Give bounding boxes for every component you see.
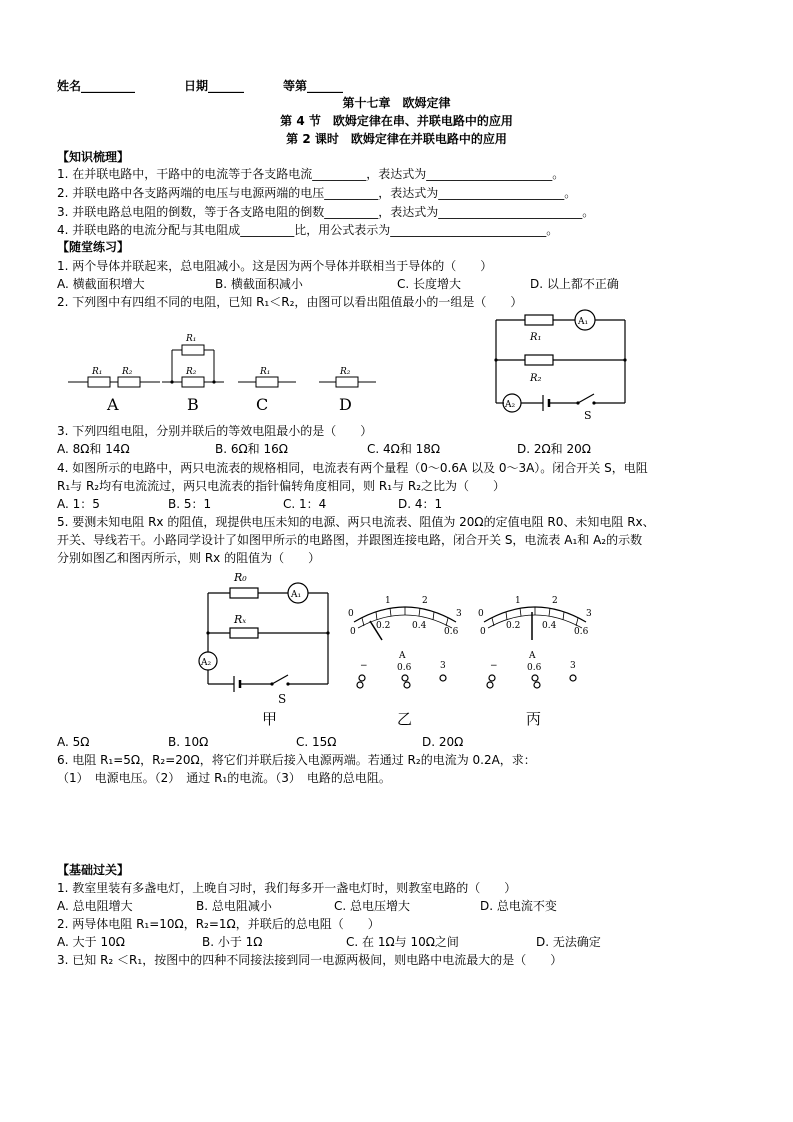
knowledge-item: 4. 并联电路的电流分配与其电阻成_________比，用公式表示为__________________________。 xyxy=(57,223,559,237)
scale-0-2: 0.2 xyxy=(376,621,391,631)
section-title: 第 4 节 欧姆定律在串、并联电路中的应用 xyxy=(280,114,513,128)
knowledge-heading: 【知识梳理】 xyxy=(57,150,130,164)
ammeter-a2-icon: A₂ xyxy=(201,658,212,668)
label-r2: R₂ xyxy=(122,367,133,377)
practice-q4-option-b[interactable]: B. 5：1 xyxy=(168,497,212,511)
practice-q5-option-c[interactable]: C. 15Ω xyxy=(296,735,337,749)
basic-q1-option-a[interactable]: A. 总电阻增大 xyxy=(57,899,133,913)
group-label-b: B xyxy=(187,395,199,414)
scale-2: 2 xyxy=(552,596,558,606)
ammeter-bing-figure xyxy=(470,588,600,693)
label-r0: R₀ xyxy=(234,571,247,584)
basic-q1-option-c[interactable]: C. 总电压增大 xyxy=(334,899,411,913)
ammeter-yi-figure xyxy=(340,588,470,693)
label-r1: R₁ xyxy=(186,334,197,344)
label-switch: S xyxy=(278,692,287,706)
basic-heading: 【基础过关】 xyxy=(57,863,130,877)
basic-q1-option-b[interactable]: B. 总电阻减小 xyxy=(196,899,272,913)
practice-q3-option-a[interactable]: A. 8Ω和 14Ω xyxy=(57,442,130,456)
practice-q5: 开关、导线若干。小路同学设计了如图甲所示的电路图，并跟图连接电路，闭合开关 S，电流表 A₁和 A₂的示数 xyxy=(57,533,643,547)
knowledge-item: 2. 并联电路中各支路两端的电压与电源两端的电压_________，表达式为_____________________。 xyxy=(57,186,577,200)
scale-2: 2 xyxy=(422,596,428,606)
scale-0: 0 xyxy=(348,609,354,619)
terminal-3: 3 xyxy=(570,661,576,671)
scale-0-2: 0.2 xyxy=(506,621,521,631)
unit-a: A xyxy=(529,651,536,661)
ammeter-a1-icon: A₁ xyxy=(291,590,302,600)
practice-q1-option-a[interactable]: A. 横截面积增大 xyxy=(57,277,145,291)
practice-q6-subquestions: （1） 电源电压。（2） 通过 R₁的电流。（3） 电路的总电阻。 xyxy=(57,771,391,785)
unit-a: A xyxy=(399,651,406,661)
practice-q5: 5. 要测未知电阻 Rx 的阻值，现提供电压未知的电源、两只电流表、阻值为 20Ω的定值电阻 R0、未知电阻 Rx、 xyxy=(57,515,655,529)
basic-q1-option-d[interactable]: D. 总电流不变 xyxy=(480,899,557,913)
scale-0: 0 xyxy=(350,627,356,637)
label-r2: R₂ xyxy=(340,367,351,377)
scale-1: 1 xyxy=(515,596,521,606)
knowledge-item: 3. 并联电路总电阻的倒数，等于各支路电阻的倒数_________，表达式为________________________。 xyxy=(57,205,595,219)
group-label-c: C xyxy=(256,395,269,414)
terminal-minus: − xyxy=(490,661,498,671)
group-label-a: A xyxy=(107,395,119,414)
practice-q5-option-b[interactable]: B. 10Ω xyxy=(168,735,209,749)
practice-q4: 4. 如图所示的电路中，两只电流表的规格相同，电流表有两个量程（0～0.6A 以及 0～3A）。闭合开关 S，电阻 xyxy=(57,461,648,475)
basic-q2-option-d[interactable]: D. 无法确定 xyxy=(536,935,601,949)
scale-0-4: 0.4 xyxy=(412,621,427,631)
scale-3: 3 xyxy=(456,609,462,619)
basic-q2-option-b[interactable]: B. 小于 1Ω xyxy=(202,935,263,949)
basic-q1: 1. 教室里装有多盏电灯，上晚自习时，我们每多开一盏电灯时，则教室电路的（ ） xyxy=(57,881,517,895)
practice-q4: R₁与 R₂均有电流流过，两只电流表的指针偏转角度相同，则 R₁与 R₂之比为（ ） xyxy=(57,479,506,493)
scale-0: 0 xyxy=(480,627,486,637)
ammeter-a1-icon: A₁ xyxy=(578,317,589,327)
chapter-title: 第十七章 欧姆定律 xyxy=(342,96,451,110)
scale-3: 3 xyxy=(586,609,592,619)
resistor-groups-figure xyxy=(66,322,386,417)
practice-q3-option-c[interactable]: C. 4Ω和 18Ω xyxy=(367,442,441,456)
name-field[interactable]: 姓名_________ xyxy=(57,79,136,93)
q4-circuit-figure xyxy=(488,308,633,423)
group-label-d: D xyxy=(339,395,352,414)
figure-label-jia: 甲 xyxy=(262,710,278,728)
practice-q4-option-d[interactable]: D. 4：1 xyxy=(398,497,443,511)
practice-q4-option-c[interactable]: C. 1：4 xyxy=(283,497,327,511)
lesson-title: 第 2 课时 欧姆定律在并联电路中的应用 xyxy=(286,132,507,146)
practice-q3: 3. 下列四组电阻，分别并联后的等效电阻最小的是（ ） xyxy=(57,424,373,438)
practice-q1: 1. 两个导体并联起来，总电阻减小。这是因为两个导体并联相当于导体的（ ） xyxy=(57,259,493,273)
practice-q5: 分别如图乙和图丙所示，则 Rx 的阻值为（ ） xyxy=(57,551,321,565)
practice-q2: 2. 下列图中有四组不同的电阻，已知 R₁＜R₂，由图可以看出阻值最小的一组是（ ） xyxy=(57,295,523,309)
terminal-0-6: 0.6 xyxy=(527,663,542,673)
q5-circuit-figure xyxy=(194,567,334,707)
basic-q3: 3. 已知 R₂ ＜R₁，按图中的四种不同接法接到同一电源两极间，则电路中电流最大的是（ ） xyxy=(57,953,563,967)
label-r2: R₂ xyxy=(186,367,197,377)
scale-0-6: 0.6 xyxy=(574,627,589,637)
practice-q3-option-b[interactable]: B. 6Ω和 16Ω xyxy=(215,442,288,456)
label-switch: S xyxy=(584,409,592,422)
basic-q2-option-c[interactable]: C. 在 1Ω与 10Ω之间 xyxy=(346,935,459,949)
label-rx: Rₓ xyxy=(234,613,247,626)
label-r1: R₁ xyxy=(92,367,103,377)
figure-label-yi: 乙 xyxy=(397,710,413,728)
scale-1: 1 xyxy=(385,596,391,606)
scale-0-6: 0.6 xyxy=(444,627,459,637)
practice-q5-option-a[interactable]: A. 5Ω xyxy=(57,735,90,749)
practice-q1-option-d[interactable]: D. 以上都不正确 xyxy=(530,277,619,291)
practice-q1-option-b[interactable]: B. 横截面积减小 xyxy=(215,277,303,291)
practice-q4-option-a[interactable]: A. 1：5 xyxy=(57,497,100,511)
practice-q1-option-c[interactable]: C. 长度增大 xyxy=(397,277,462,291)
scale-0-4: 0.4 xyxy=(542,621,557,631)
knowledge-item: 1. 在并联电路中，干路中的电流等于各支路电流_________，表达式为_____________________。 xyxy=(57,167,565,181)
label-r1: R₁ xyxy=(530,332,542,343)
practice-q6: 6. 电阻 R₁=5Ω，R₂=20Ω，将它们并联后接入电源两端。若通过 R₂的电流为 0.2A，求： xyxy=(57,753,536,767)
terminal-0-6: 0.6 xyxy=(397,663,412,673)
label-r2: R₂ xyxy=(530,373,542,384)
terminal-minus: − xyxy=(360,661,368,671)
ammeter-a2-icon: A₂ xyxy=(505,400,516,410)
terminal-3: 3 xyxy=(440,661,446,671)
date-field[interactable]: 日期______ xyxy=(184,79,245,93)
basic-q2-option-a[interactable]: A. 大于 10Ω xyxy=(57,935,125,949)
practice-q5-option-d[interactable]: D. 20Ω xyxy=(422,735,464,749)
grade-field[interactable]: 等第______ xyxy=(283,79,344,93)
practice-heading: 【随堂练习】 xyxy=(57,240,130,254)
figure-label-bing: 丙 xyxy=(526,710,542,728)
scale-0: 0 xyxy=(478,609,484,619)
label-r1: R₁ xyxy=(260,367,271,377)
basic-q2: 2. 两导体电阻 R₁=10Ω，R₂=1Ω，并联后的总电阻（ ） xyxy=(57,917,380,931)
practice-q3-option-d[interactable]: D. 2Ω和 20Ω xyxy=(517,442,591,456)
